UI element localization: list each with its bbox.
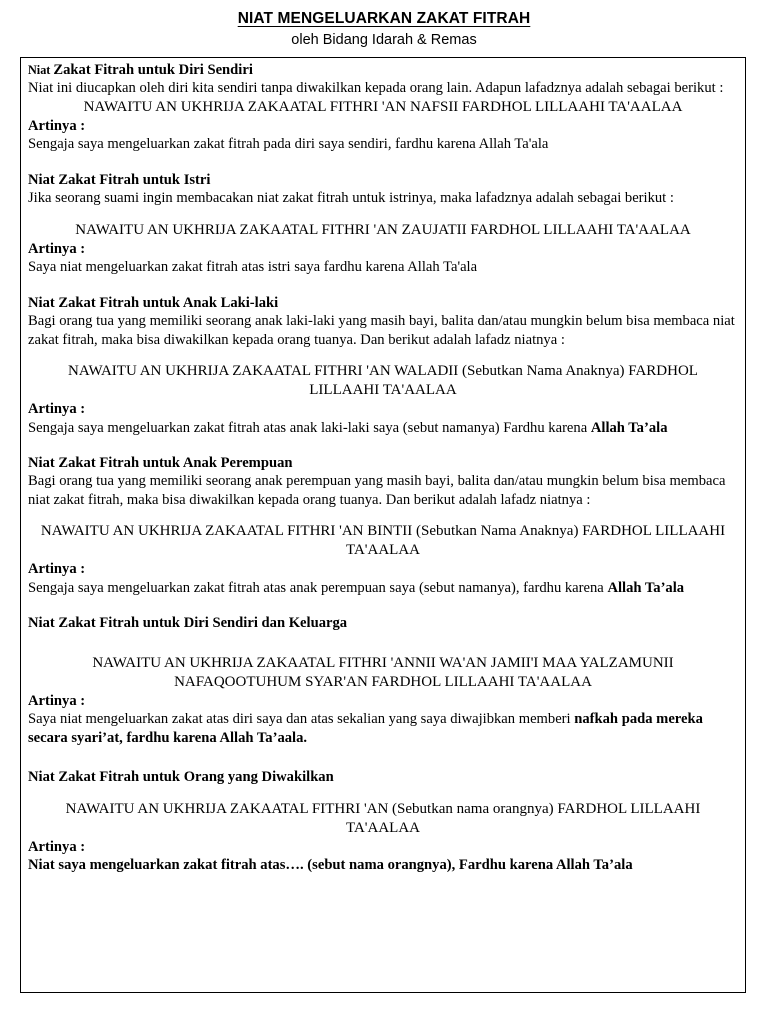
spacer [28, 349, 738, 362]
section-meaning [28, 856, 738, 874]
section-lafadz: NAWAITU AN UKHRIJA ZAKAATAL FITHRI 'AN (Sebutkan nama orangnya) FARDHOL LILLAAHI TA'AALAA [65, 800, 701, 836]
section-lafadz: NAWAITU AN UKHRIJA ZAKAATAL FITHRI 'AN NAFSII FARDHOL LILLAAHI TA'AALAA [83, 98, 683, 115]
artinya-label: Artinya : [28, 692, 86, 709]
document-header [0, 0, 768, 52]
section-diri-sendiri [28, 61, 738, 154]
spacer [28, 277, 738, 294]
spacer [28, 509, 738, 522]
section-heading [28, 171, 738, 189]
section-lafadz: NAWAITU AN UKHRIJA ZAKAATAL FITHRI 'AN WALADII (Sebutkan Nama Anaknya) FARDHOL LILLAAHI TA'AALAA [68, 363, 698, 399]
artinya-label: Artinya : [28, 117, 86, 134]
section-meaning [28, 135, 738, 153]
artinya-label: Artinya : [28, 561, 86, 578]
section-meaning [28, 419, 738, 437]
artinya-label: Artinya : [28, 401, 86, 418]
spacer [28, 437, 738, 454]
section-heading [28, 614, 738, 632]
section-heading [28, 61, 738, 79]
meaning-bold: Allah Ta’ala [590, 419, 668, 436]
section-heading-text: Niat Zakat Fitrah untuk Anak Laki-laki [28, 294, 279, 311]
section-istri [28, 171, 738, 277]
artinya-label: Artinya : [28, 240, 86, 257]
section-heading-text: Niat Zakat Fitrah untuk Orang yang Diwakilkan [28, 769, 334, 786]
section-heading [28, 294, 738, 312]
meaning-plain: Sengaja saya mengeluarkan zakat fitrah atas anak perempuan saya (sebut namanya), fardhu karena [28, 579, 608, 596]
section-diri-dan-keluarga [28, 614, 738, 747]
spacer [28, 787, 738, 800]
section-anak-laki-laki [28, 294, 738, 437]
section-heading [28, 454, 738, 472]
section-description: Jika seorang suami ingin membacakan niat zakat fitrah untuk istrinya, maka lafadznya adalah sebagai berikut : [28, 190, 674, 207]
spacer [28, 633, 738, 654]
artinya-label: Artinya : [28, 838, 86, 855]
meaning-plain: Saya niat mengeluarkan zakat fitrah atas istri saya fardhu karena Allah Ta'ala [28, 259, 478, 276]
section-lafadz: NAWAITU AN UKHRIJA ZAKAATAL FITHRI 'AN BINTII (Sebutkan Nama Anaknya) FARDHOL LILLAAHI TA'AALAA [40, 523, 726, 559]
section-heading [28, 768, 738, 786]
page-subtitle: oleh Bidang Idarah & Remas [291, 31, 477, 48]
section-meaning [28, 710, 738, 747]
section-description: Bagi orang tua yang memiliki seorang anak laki-laki yang masih bayi, balita dan/atau mungkin belum bisa membaca niat zakat fitrah, maka bisa diwakilkan kepada orang tuanya. Dan berikut adalah lafadz niatnya : [28, 313, 735, 348]
spacer [28, 597, 738, 614]
section-lafadz: NAWAITU AN UKHRIJA ZAKAATAL FITHRI 'AN ZAUJATII FARDHOL LILLAAHI TA'AALAA [75, 221, 691, 238]
meaning-plain: Sengaja saya mengeluarkan zakat fitrah pada diri saya sendiri, fardhu karena Allah Ta'ala [28, 136, 549, 153]
section-orang-diwakilkan [28, 768, 738, 874]
meaning-bold: Niat saya mengeluarkan zakat fitrah atas…. (sebut nama orangnya), Fardhu karena Allah Ta’ala [28, 857, 633, 874]
spacer [28, 154, 738, 171]
meaning-plain: Sengaja saya mengeluarkan zakat fitrah atas anak laki-laki saya (sebut namanya) Fardhu karena [28, 419, 591, 436]
section-heading-text: Niat Zakat Fitrah untuk Diri Sendiri dan Keluarga [28, 615, 348, 632]
meaning-bold: Allah Ta’ala [607, 579, 685, 596]
section-anak-perempuan [28, 454, 738, 597]
content-box [20, 57, 746, 993]
section-meaning [28, 258, 738, 276]
meaning-plain: Saya niat mengeluarkan zakat atas diri saya dan atas sekalian yang saya diwajibkan memberi [28, 711, 575, 728]
section-heading-prefix: Niat [28, 63, 54, 77]
spacer [28, 747, 738, 768]
section-meaning [28, 579, 738, 597]
section-description: Bagi orang tua yang memiliki seorang anak perempuan yang masih bayi, balita dan/atau mungkin belum bisa membaca niat zakat fitrah, maka bisa diwakilkan kepada orang tuanya. Dan berikut adalah lafadz niatnya : [28, 473, 726, 508]
section-description: Niat ini diucapkan oleh diri kita sendiri tanpa diwakilkan kepada orang lain. Adapun lafadznya adalah sebagai berikut : [28, 80, 724, 97]
section-heading-text: Zakat Fitrah untuk Diri Sendiri [53, 62, 253, 78]
page-title: NIAT MENGELUARKAN ZAKAT FITRAH [237, 10, 531, 27]
section-heading-text: Niat Zakat Fitrah untuk Anak Perempuan [28, 455, 293, 472]
section-heading-text: Niat Zakat Fitrah untuk Istri [28, 171, 211, 188]
section-lafadz: NAWAITU AN UKHRIJA ZAKAATAL FITHRI 'ANNII WA'AN JAMII'I MAA YALZAMUNII NAFAQOOTUHUM SYAR'AN FARDHOL LILLAAHI TA'AALAA [92, 654, 674, 690]
meaning-bold: nafkah pada mereka secara syari’at, fardhu karena Allah Ta’aala. [28, 711, 703, 746]
spacer [28, 208, 738, 221]
